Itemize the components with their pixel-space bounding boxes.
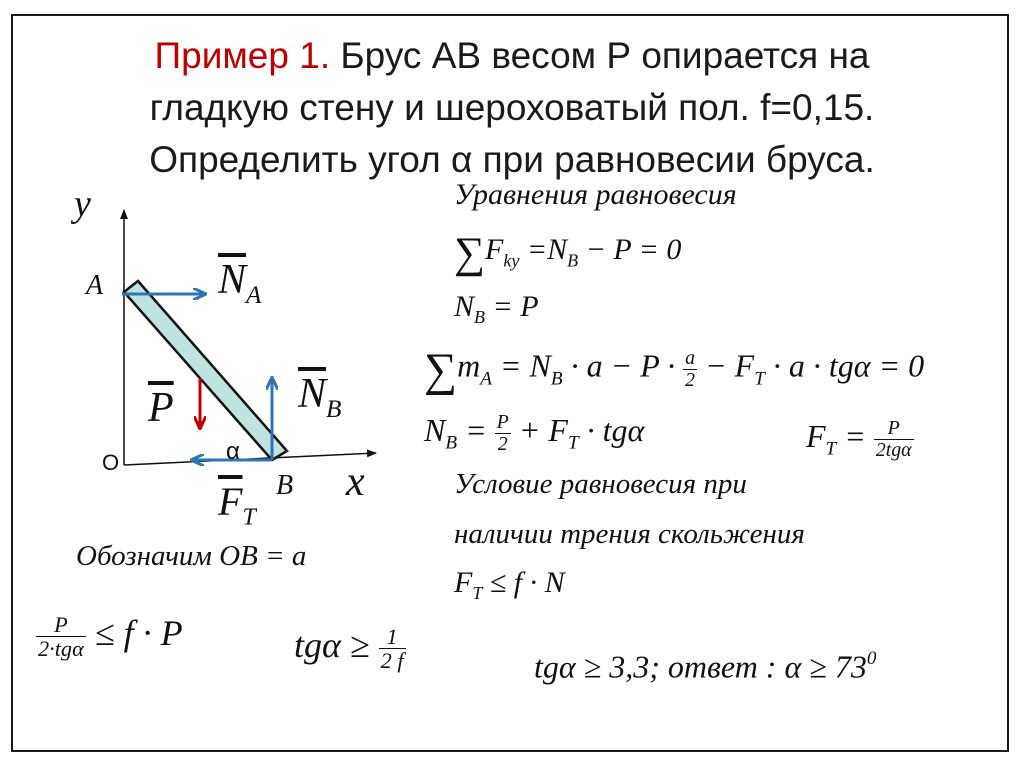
eq-subscript: B [445,432,458,454]
condition-line-2: наличии трения скольжения [454,518,805,550]
example-label: Пример 1. [154,35,331,76]
force-na-label [218,256,261,310]
equilibrium-heading: Уравнения равновесия [454,178,737,211]
ineq-1 [36,612,183,661]
force-ft-label [218,478,256,532]
eq-term: =N [519,233,568,267]
eq-term: F [806,418,826,454]
fraction-denominator: 2 [685,368,696,391]
eq-term: F [454,566,473,599]
eq-term: · tgα [578,412,645,448]
fraction-numerator: P [496,411,509,434]
eq-ft-expr [806,418,914,461]
force-nb-subscript: B [326,396,342,424]
fraction-denominator: 2·tgα [38,636,84,662]
force-nb-symbol: $\overline{N}$ [298,371,327,417]
answer-degree-superscript: 0 [866,648,877,669]
beam-ab [124,281,287,460]
fraction-numerator: P [874,418,914,440]
eq-subscript: ky [503,250,520,271]
axis-y-label: y [74,183,91,225]
force-p-symbol: $\overline{P}$ [148,385,174,431]
origin-label: O [102,450,120,475]
fraction-numerator: 1 [379,625,406,649]
denote-ob: Обозначим OB = a [76,540,307,572]
eq-fraction [683,348,697,391]
eq-fraction [874,418,914,461]
fraction-numerator: P [36,613,86,637]
answer-text: tgα ≥ 3,3; ответ : α ≥ 73 [534,648,867,685]
eq-term: = [836,418,874,454]
eq-fraction [379,625,406,673]
eq-fraction [36,613,86,661]
eq-term: ≤ f · N [482,566,565,599]
eq-nb-equals-p [454,290,539,328]
eq-term: m [457,347,481,384]
ineq-2 [294,624,406,673]
eq-term: · a · tgα = 0 [764,347,925,384]
eq-nb-expr [424,412,644,455]
angle-alpha-label: α [226,438,240,465]
point-a-label: A [86,270,104,301]
eq-subscript: T [567,432,579,454]
eq-term: tgα ≥ [294,625,379,665]
eq-subscript: T [472,583,483,604]
fraction-denominator: 2 [497,433,508,456]
eq-term: − P = 0 [578,233,682,267]
eq-term: ≤ f · P [85,613,183,653]
eq-term: + F [510,412,568,448]
eq-term: = [457,412,495,448]
eq-term: = P [485,290,539,323]
eq-subscript: T [754,368,765,390]
eq-ft-inequality [454,566,565,604]
eq-subscript: T [825,438,837,460]
force-nb-label [298,370,341,424]
eq-subscript: B [550,368,563,390]
eq-fraction [495,412,511,455]
sum-symbol: ∑ [454,229,486,277]
force-na-subscript: A [246,282,262,310]
condition-line-1: Условие равновесия при [454,468,747,500]
fraction-denominator: 2 f [380,648,404,674]
eq-sum-fy [454,228,681,278]
eq-term: − F [697,347,755,384]
eq-term: F [485,233,504,267]
eq-term: · a − P · [562,347,684,384]
title-line-3: Определить угол α при равновесии бруса. [149,139,875,180]
eq-subscript: B [474,307,486,328]
eq-term: = N [491,347,551,384]
eq-term: N [454,290,475,323]
force-ft-symbol: $\overline{F}$ [218,479,243,524]
title-line-2: гладкую стену и шероховатый пол. f=0,15. [149,87,875,128]
point-b-label: B [276,470,294,501]
fraction-denominator: 2tgα [875,439,912,462]
title-line-1: Брус АВ весом Р опирается на [330,35,870,76]
force-ft-subscript: T [242,504,256,531]
force-p-label [148,384,174,432]
axis-x-label: x [346,459,365,505]
eq-sum-ma [424,344,924,397]
sum-symbol: ∑ [424,345,458,396]
force-na-symbol: $\overline{N}$ [218,257,247,303]
eq-subscript: B [567,250,579,271]
eq-subscript: A [480,368,492,390]
fraction-numerator: a [685,346,696,369]
answer [534,648,876,685]
eq-term: N [424,412,446,448]
